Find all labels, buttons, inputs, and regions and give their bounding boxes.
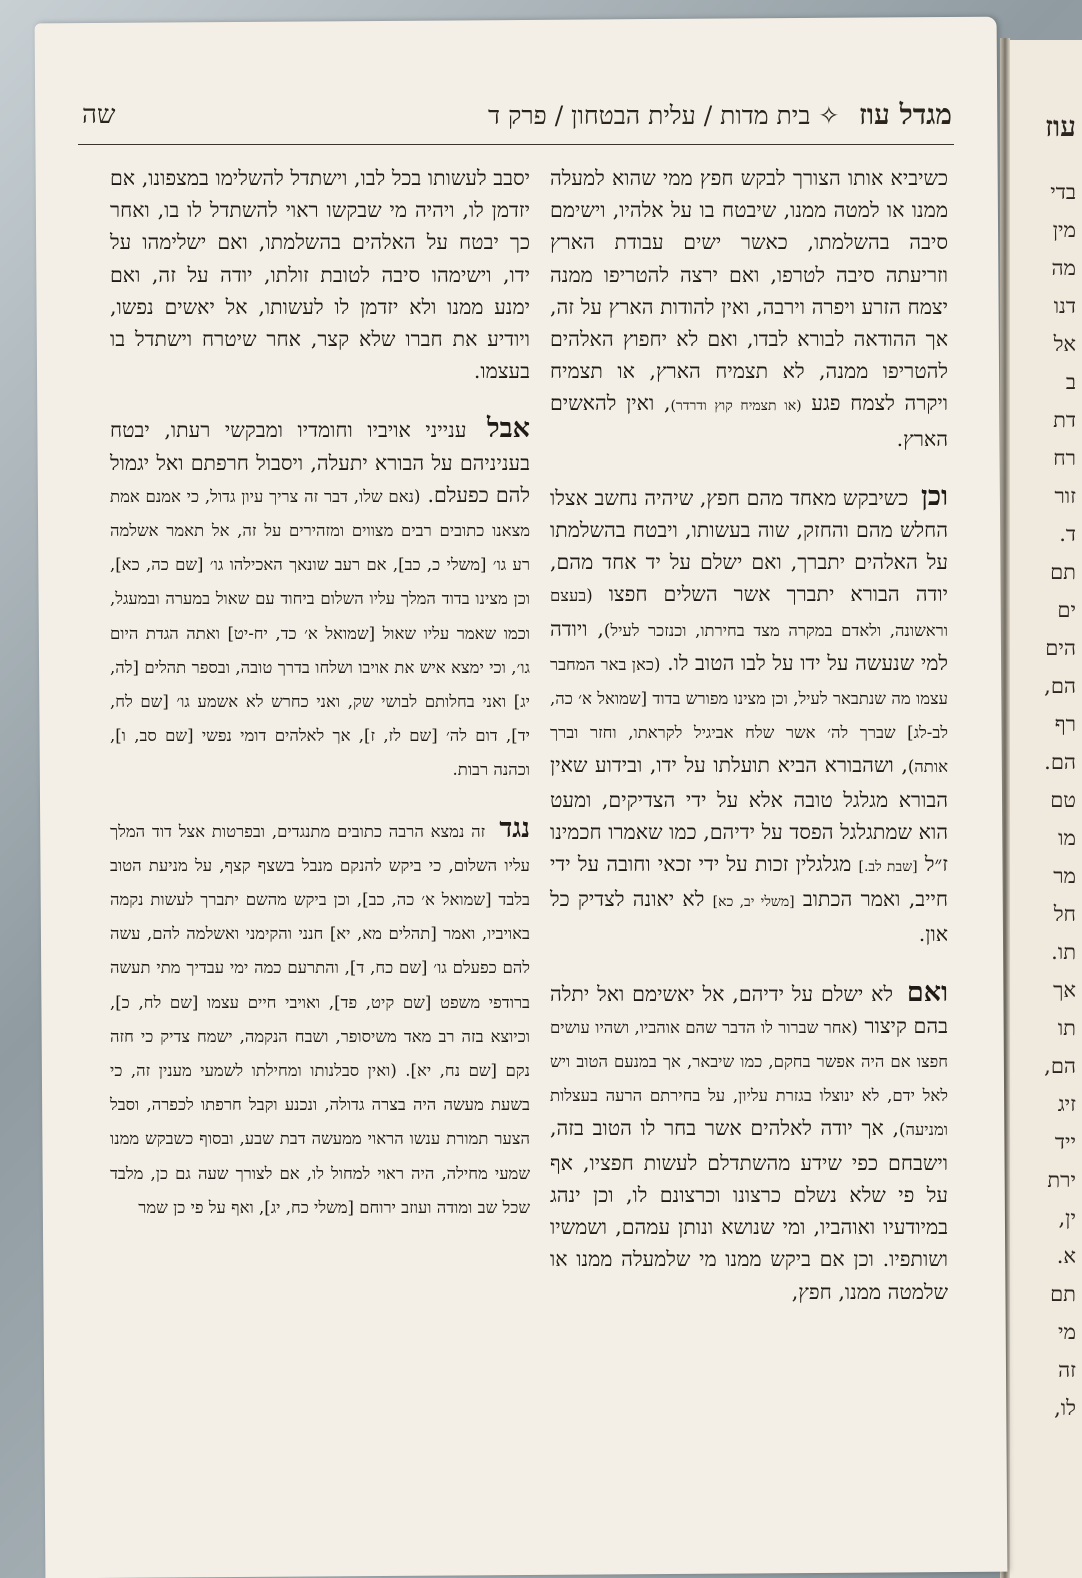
body-text: יסבב לעשותו בכל לבו, וישתדל להשלימו במצפונו, אם יזדמן לו, ויהיה מי שבקשו ראוי להשתדל לו בו, ואחר כך יבטח על האלהים בהשלמתו, ואם ישלימהו על ידו, וישימהו סיבה לטובת זולתו, יודה על זה, ואם ימנע ממנו ולא יזדמן לו לעשותו, אל יאשים נפשו, ויודיע את חברו שלא קצר, אחר שיטרח וישתדל בו בעצמו. — [110, 166, 530, 384]
adjacent-page-fragment: ד. — [1059, 522, 1076, 546]
adjacent-page-fragment: מו — [1058, 826, 1076, 850]
paragraph — [110, 813, 530, 1224]
adjacent-page-fragment: הם, — [1044, 1054, 1076, 1078]
commentary-note: (כאן באר המחבר עצמו מה שנתבאר לעיל, וכן מצינו מפורש בדוד [שמואל א׳ כה, לב-לג] שברך לה׳ אשר שלח אביגיל לקראתו, וחזר וברך אותה) — [550, 654, 948, 777]
paragraph-lead-word: ואם — [906, 976, 948, 1008]
adjacent-page-fragment: תם — [1050, 1282, 1076, 1306]
paragraph-lead-word: נגד — [499, 812, 530, 844]
paragraph — [110, 413, 530, 786]
adjacent-page-fragment: ייד — [1054, 1130, 1076, 1154]
page-header — [78, 88, 954, 145]
adjacent-page-fragment: א. — [1056, 1244, 1076, 1268]
adjacent-page-fragment: דנו — [1053, 294, 1076, 318]
body-text: כשיבקש מאחד מהם חפץ, שיהיה נחשב אצלו החלש מהם והחזק, שוה בעשותו, ויבטח בהשלמתו על האלהים יתברך, ואם ישלם על יד אחד מהם, יודה הבורא יתברך אשר השלים חפצו — [550, 485, 948, 607]
adjacent-page-fragment: מי — [1058, 1320, 1076, 1344]
left-column — [110, 162, 530, 1250]
adjacent-page-fragment: ין, — [1058, 1206, 1076, 1230]
adjacent-page-fragment: זיג — [1057, 1092, 1076, 1116]
body-text: , ושהבורא הביא תועלתו על ידו, ובידוע שאין הבורא מגלגל טובה אלא על ידי הצדיקים, ומעט הוא שמתגלגל הפסד על ידיהם, כמו שאמרו חכמינו ז״ל — [550, 753, 948, 877]
running-head: ✧ בית מדות / עלית הבטחון / פרק ד — [488, 101, 840, 130]
body-text: כשיביא אותו הצורך לבקש חפץ ממי שהוא למעלה ממנו או למטה ממנו, שיבטח בו על אלהיו, וישימם סיבה בהשלמתו, כאשר ישים עבודת הארץ וזריעתה סיבה לטרפו, ואם ירצה להטריפו ממנה יצמח הזרע ויפרה וירבה, ואין להודות הארץ על זה, אך ההודאה לבורא לבדו, ואם לא יחפוץ האלהים להטריפו ממנה, לא תצמיח הארץ, או תצמיח ויקרה לצמח פגע — [550, 166, 948, 416]
adjacent-page — [1010, 40, 1082, 1578]
source-reference: [שבת לב.] — [858, 859, 918, 876]
adjacent-page-fragment: טם — [1050, 788, 1076, 812]
adjacent-page-fragment: תם — [1050, 560, 1076, 584]
paragraph-lead-word: וכן — [921, 480, 948, 512]
adjacent-page-fragment: הים — [1045, 636, 1076, 660]
commentary-note: (בעצם וראשונה, ולאדם במקרה מצד בחירתו, וכנזכר לעיל) — [550, 586, 948, 640]
adjacent-page-fragment: תו — [1057, 1016, 1076, 1040]
body-text: לא יאונה לצדיק כל און. — [550, 887, 948, 947]
body-text: ענייני אויביו וחומדיו ומבקשי רעתו, יבטח בעניניהם על הבורא יתעלה, ויסבול חרפתם ואל יגמול להם כפעלם. — [110, 418, 530, 507]
adjacent-page-fragment: ים — [1057, 598, 1076, 622]
paragraph-lead-word: אבל — [487, 413, 530, 445]
adjacent-page-fragment: הם. — [1044, 750, 1076, 774]
paragraph — [550, 481, 948, 951]
adjacent-page-fragment: הם, — [1044, 674, 1076, 698]
commentary-note: (או תצמיח קוץ ודרדר) — [670, 398, 802, 415]
page-number: שה — [82, 100, 116, 130]
adjacent-page-fragment: ירת — [1047, 1168, 1076, 1192]
paragraph — [550, 977, 948, 1308]
adjacent-page-fragment: בדי — [1050, 180, 1076, 204]
running-title — [488, 98, 952, 132]
adjacent-page-fragment: ב — [1065, 370, 1076, 394]
adjacent-page-fragment: מין — [1052, 218, 1076, 242]
adjacent-page-fragment: מה — [1051, 256, 1076, 280]
body-text: , ויודה למי שנעשה על ידו על לבו הטוב לו. — [550, 616, 948, 675]
adjacent-page-fragment: אך — [1053, 978, 1076, 1002]
source-reference: [משלי יב, כא] — [712, 894, 795, 911]
adjacent-page-fragment: דת — [1053, 408, 1076, 432]
adjacent-page-fragment: זה — [1058, 1358, 1076, 1382]
adjacent-page-fragment: מר — [1053, 864, 1076, 888]
paragraph — [550, 162, 948, 455]
adjacent-page-fragment: תו. — [1051, 940, 1076, 964]
commentary-note: זה נמצא הרבה כתובים מתנגדים, ובפרטות אצל דוד המלך עליו השלום, כי ביקש להנקם מנבל בשצף קצף, על מניעת הטוב בלבד [שמואל א׳ כה, כב], וכן ביקש מהשם יתברך לעשות נקמה באויביו, ואמר [תהלים מא, יא] חנני והקימני ואשלמה להם, עשה להם כפעלם גו׳ [שם כח, ד], והתרעם כמה ימי עבדיך מתי תעשה ברודפי משפט [שם קיט, פד], ואויבי חיים עצמו [שם לח, כ], וכיוצא בזה רב מאד משיסופר, ושבח הנקמה, ישמח צדיק כי חזה נקם [שם נח, יא]. (ואין סבלנותו ומחילתו לשמעי מענין זה, כי בשעת מעשה היה בצרה גדולה, ונכנע וקבל חרפתו לכפרה, וסבל הצער תמורת ענשו הראוי ממעשה דבת שבע, ובסוף כשבקש ממנו שמעי מחילה, היה ראוי למחול לו, אם לצורך שעה גם כן, מלבד שכל שב ומודה ועוזב ירוחם [משלי כח, יג], ואף על פי כן שמר — [110, 821, 531, 1217]
adjacent-page-fragment: חל — [1053, 902, 1076, 926]
body-text: לא ישלם על ידיהם, אל יאשימם ואל יתלה בהם קיצור — [550, 981, 948, 1038]
adjacent-page-head: עוז — [1045, 110, 1076, 143]
right-column — [550, 162, 948, 1334]
adjacent-page-fragment: רף — [1054, 712, 1076, 736]
body-text: מגלגלין זכות על ידי זכאי וחובה על ידי חייב, ואמר הכתוב — [550, 852, 948, 912]
commentary-note: (נאם שלו, דבר זה צריך עיון גדול, כי אמנם אמת מצאנו כתובים רבים מצווים ומזהירים על זה, אל תאמר אשלמה רע גו׳ [משלי כ, כב], אם רעב שונאך האכילהו גו׳ [שם כה, כא], וכן מצינו בדוד המלך עליו השלום ביחוד עם שאול במערה ובמעגל, וכמו שאמר עליו שאול [שמואל א׳ כד, יח-יט] ואתה הגדת היום גו׳, וכי ימצא איש את אויבו ושלחו בדרך טובה, ובספר תהלים [לה, יג] ואני בחלותם לבושי שק, ואני כחרש לא אשמע גו׳ [שם לח, יד], דום לה׳ [שם לז, ז], אך לאלהים דומי נפשי [שם סב, ו], וכהנה רבות. — [110, 486, 530, 780]
body-text: , אך יודה לאלהים אשר בחר לו הטוב בזה, וישבחם כפי שידע מהשתדלם לעשות חפציו, אף על פי שלא נשלם כרצונו וכרצונם לו, וכן ינהג במיודעיו ואוהביו, ומי שנושא ונותן עמהם, ושמשיו ושותפיו. וכן אם ביקש ממנו מי שלמעלה ממנו או שלמטה ממנו, חפץ, — [550, 1116, 948, 1304]
adjacent-page-fragment: זור — [1054, 484, 1076, 508]
adjacent-page-fragment: רח — [1053, 446, 1076, 470]
book-title: מגדל עוז — [859, 98, 952, 131]
body-text: , ואין להאשים הארץ. — [550, 391, 948, 451]
adjacent-page-fragment: לו, — [1054, 1396, 1076, 1420]
adjacent-page-fragment: אל — [1053, 332, 1076, 356]
paragraph — [110, 162, 530, 387]
commentary-note: (אחר שברור לו הדבר שהם אוהביו, ושהיו עושים חפצו אם היה אפשר בחקם, כמו שיבאר, אך במנעם הטוב ויש לאל ידם, לא ינוצלו בגזרת עליון, על בחירתם הרעה בעצלות ומניעה) — [550, 1017, 948, 1140]
